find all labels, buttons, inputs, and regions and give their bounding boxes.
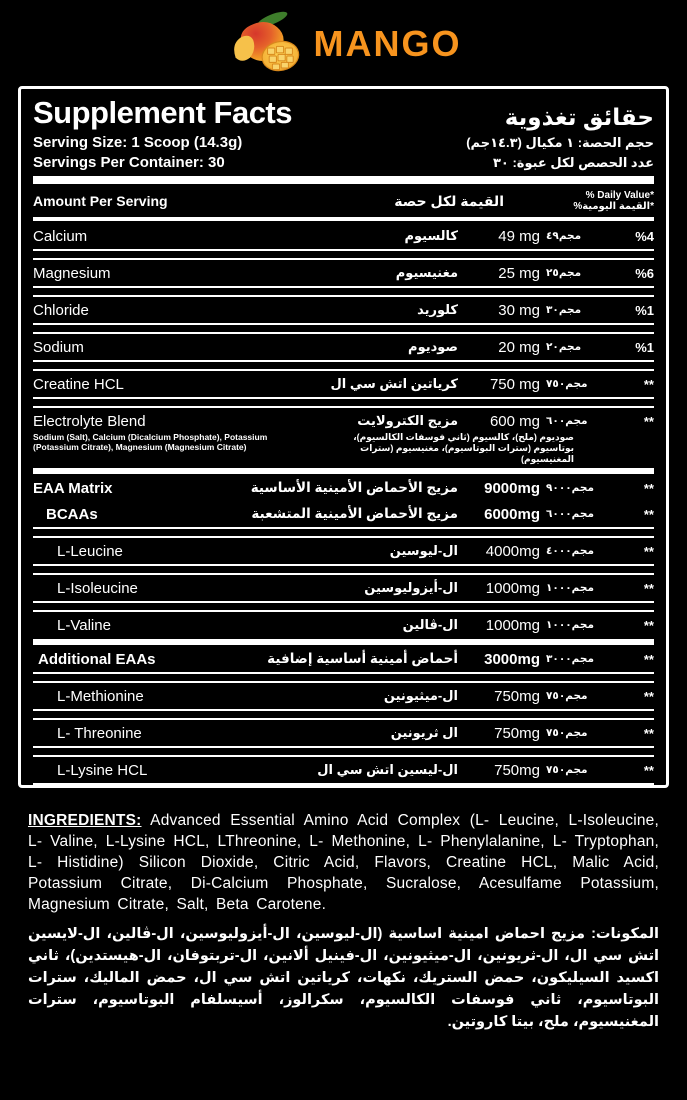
amount-en: 750mg (494, 724, 540, 742)
daily-value: ** (643, 688, 654, 704)
nutrient-name-en: L-Leucine (57, 542, 123, 560)
nutrient-name-ar: ال-ليوسين (389, 543, 458, 558)
header-daily-value-ar: *القيمة اليومية% (573, 201, 654, 212)
panel-title-en: Supplement Facts (33, 95, 292, 130)
amount-en: 600 mg (489, 412, 540, 430)
fact-row (33, 646, 654, 672)
nutrient-name-en: Electrolyte Blend (33, 412, 146, 430)
amount-en: 9000mg (484, 479, 540, 497)
amount-ar: ١٠٠٠مجم (546, 619, 594, 631)
flavor-name: MANGO (313, 23, 462, 64)
row-separator (33, 672, 654, 683)
daily-value: %6 (635, 265, 654, 281)
daily-value: %1 (635, 339, 654, 355)
amount-en: 1000mg (485, 616, 540, 634)
nutrient-name-en: EAA Matrix (33, 479, 113, 497)
amount-en: 6000mg (484, 505, 540, 523)
nutrient-name-en: L-Valine (57, 616, 111, 634)
daily-value: ** (643, 413, 654, 429)
amount-en: 750mg (494, 687, 540, 705)
section-bar (33, 176, 654, 184)
row-separator (33, 709, 654, 720)
fact-row (33, 260, 654, 286)
amount-en: 20 mg (498, 338, 540, 356)
amount-ar: ٢٠مجم (546, 341, 582, 353)
fact-row (33, 538, 654, 564)
amount-ar: ٦٠٠مجم (546, 415, 588, 427)
ingredients-en (28, 810, 659, 915)
nutrient-name-ar: ال-ميثيونين (383, 688, 458, 703)
nutrient-name-en: Magnesium (33, 264, 111, 282)
ingredients-label-en: INGREDIENTS: (28, 812, 142, 829)
row-separator (33, 397, 654, 408)
header-daily-value (504, 190, 654, 212)
amount-en: 3000mg (484, 650, 540, 668)
nutrient-name-en: L-Lysine HCL (57, 761, 148, 779)
amount-ar: ٦٠٠٠مجم (546, 508, 594, 520)
row-separator (33, 286, 654, 297)
ingredients-section (28, 810, 659, 1033)
brand-header (0, 0, 687, 82)
nutrient-name-ar: كالسيوم (404, 228, 458, 243)
header-amount-ar: القيمة لكل حصة (394, 192, 504, 209)
amount-ar: ٤٩مجم (546, 230, 582, 242)
amount-ar: ٣٠مجم (546, 304, 582, 316)
daily-value: ** (643, 376, 654, 392)
ingredients-label-ar: المكونات: (591, 926, 660, 942)
row-separator (33, 527, 654, 538)
blend-ingredients-ar: صوديوم (ملح)، كالسيوم (ثاني فوسفات الكالسيوم)، بوتاسيوم (سترات البوتاسيوم)، مغنيسيوم (سترات المغنيسيوم) (353, 432, 574, 464)
amount-ar: ٩٠٠٠مجم (546, 482, 594, 494)
row-separator (33, 564, 654, 575)
row-separator (33, 323, 654, 334)
nutrient-name-ar: ال-ڤالين (402, 617, 458, 632)
section-separator (33, 468, 654, 474)
nutrient-name-en: Creatine HCL (33, 375, 124, 393)
fact-row (33, 475, 654, 501)
nutrient-name-en: L- Threonine (57, 724, 142, 742)
daily-value: %1 (635, 302, 654, 318)
panel-title-ar: حقائق تغذوية (504, 104, 654, 130)
table-header (33, 187, 654, 215)
nutrient-name-ar: صوديوم (408, 339, 458, 354)
facts-rows (33, 223, 654, 788)
nutrient-name-en: L-Isoleucine (57, 579, 138, 597)
amount-en: 25 mg (498, 264, 540, 282)
amount-ar: ٧٥٠مجم (546, 690, 588, 702)
fact-row (33, 371, 654, 397)
nutrient-name-ar: أحماض أمينية أساسية إضافية (267, 651, 458, 666)
row-separator (33, 783, 654, 788)
amount-ar: ٧٥٠مجم (546, 727, 588, 739)
fact-row (33, 334, 654, 360)
nutrient-name-ar: ال ثريونين (390, 725, 458, 740)
mango-fruit-icon (226, 8, 306, 81)
nutrient-name-en: L-Methionine (57, 687, 144, 705)
amount-en: 49 mg (498, 227, 540, 245)
daily-value: %4 (635, 228, 654, 244)
row-separator (33, 360, 654, 371)
section-bar (33, 217, 654, 221)
fact-row (33, 757, 654, 783)
nutrient-name-ar: مزيج الأحماض الأمينية الأساسية (250, 480, 458, 495)
fact-row (33, 683, 654, 709)
nutrient-name-en: Chloride (33, 301, 89, 319)
daily-value: ** (643, 506, 654, 522)
amount-ar: ١٠٠٠مجم (546, 582, 594, 594)
blend-ingredients-en: Sodium (Salt), Calcium (Dicalcium Phosphate), Potassium (Potassium Citrate), Magnesium (Magnesium Citrate) (33, 432, 268, 452)
row-separator (33, 601, 654, 612)
nutrient-name-en: BCAAs (46, 505, 98, 523)
daily-value: ** (643, 617, 654, 633)
ingredients-text-ar: مزيج احماض امينية اساسية (ال-ليوسين، ال-أيزوليوسين، ال-ڤالين، ال-لايسين اتش سي ال، ال-ثريونين، ال-ميثيونين، ال-فينيل ألانين، ال-تربتوفان، ال-هيستدين)، ثاني اكسيد السيليكون، حمض الستريك، نكهات، كرياتين اتش سي ال، حمض الماليك، سترات البوتاسيوم، ثاني فوسفات الكالسيوم، سكرالوز، أسيسلفام البوتاسيوم، سترات المغنيسيوم، ملح، بيتا كاروتين. (28, 926, 659, 1030)
amount-ar: ٧٥٠مجم (546, 764, 588, 776)
nutrient-name-en: Sodium (33, 338, 84, 356)
nutrient-name-ar: ال-ليسين اتش سي ال (317, 762, 458, 777)
fact-row (33, 575, 654, 601)
nutrient-name-en: Calcium (33, 227, 88, 245)
fact-row (33, 720, 654, 746)
amount-ar: ٤٠٠٠مجم (546, 545, 594, 557)
nutrient-name-ar: مزيج الكترولايت (357, 413, 458, 428)
amount-ar: ٣٠٠٠مجم (546, 653, 594, 665)
nutrient-name-ar: كلوريد (417, 302, 458, 317)
blend-ingredients (33, 432, 654, 467)
fact-row (33, 501, 654, 527)
daily-value: ** (643, 480, 654, 496)
fact-row (33, 297, 654, 323)
row-separator (33, 249, 654, 260)
amount-ar: ٧٥٠مجم (546, 378, 588, 390)
servings-per-container-ar: عدد الحصص لكل عبوة: ٣٠ (492, 154, 654, 170)
daily-value: ** (643, 580, 654, 596)
amount-ar: ٢٥مجم (546, 267, 582, 279)
fact-row (33, 612, 654, 638)
nutrient-name-ar: كرياتين اتش سي ال (330, 376, 458, 391)
daily-value: ** (643, 543, 654, 559)
header-daily-value-en: % Daily Value* (585, 190, 654, 201)
daily-value: ** (643, 651, 654, 667)
fact-row (33, 408, 654, 434)
nutrient-name-ar: ال-أيزوليوسين (364, 580, 458, 595)
amount-en: 1000mg (485, 579, 540, 597)
amount-en: 750 mg (489, 375, 540, 393)
serving-size-ar: حجم الحصة: ١ مكيال (١٤.٣جم) (466, 134, 654, 150)
nutrient-name-ar: مغنيسيوم (395, 265, 458, 280)
header-amount-per-serving: Amount Per Serving (33, 193, 168, 209)
fact-row (33, 223, 654, 249)
serving-size-en: Serving Size: 1 Scoop (14.3g) (33, 134, 243, 151)
daily-value: ** (643, 762, 654, 778)
servings-per-container-en: Servings Per Container: 30 (33, 154, 225, 171)
ingredients-ar (28, 923, 659, 1033)
nutrient-name-en: Additional EAAs (38, 650, 156, 668)
section-separator (33, 639, 654, 645)
daily-value: ** (643, 725, 654, 741)
amount-en: 4000mg (485, 542, 540, 560)
amount-en: 750mg (494, 761, 540, 779)
supplement-facts-panel (18, 86, 669, 788)
nutrient-name-ar: مزيج الأحماض الأمينية المتشعبة (251, 506, 458, 521)
amount-en: 30 mg (498, 301, 540, 319)
ingredients-text-en: Advanced Essential Amino Acid Complex (L- Leucine, L-Isoleucine, L- Valine, L-Lysine HCL, LThreonine, L- Methonine, L- Phenylalanine, L- Tryptophan, L- Histidine) Silicon Dioxide, Citric Acid, Flavors, Creatine HCL, Malic Acid, Potassium Citrate, Di-Calcium Phosphate, Sucralose, Acesulfame Potassium, Magnesium Citrate, Salt, Beta Carotene. (28, 812, 659, 913)
row-separator (33, 746, 654, 757)
